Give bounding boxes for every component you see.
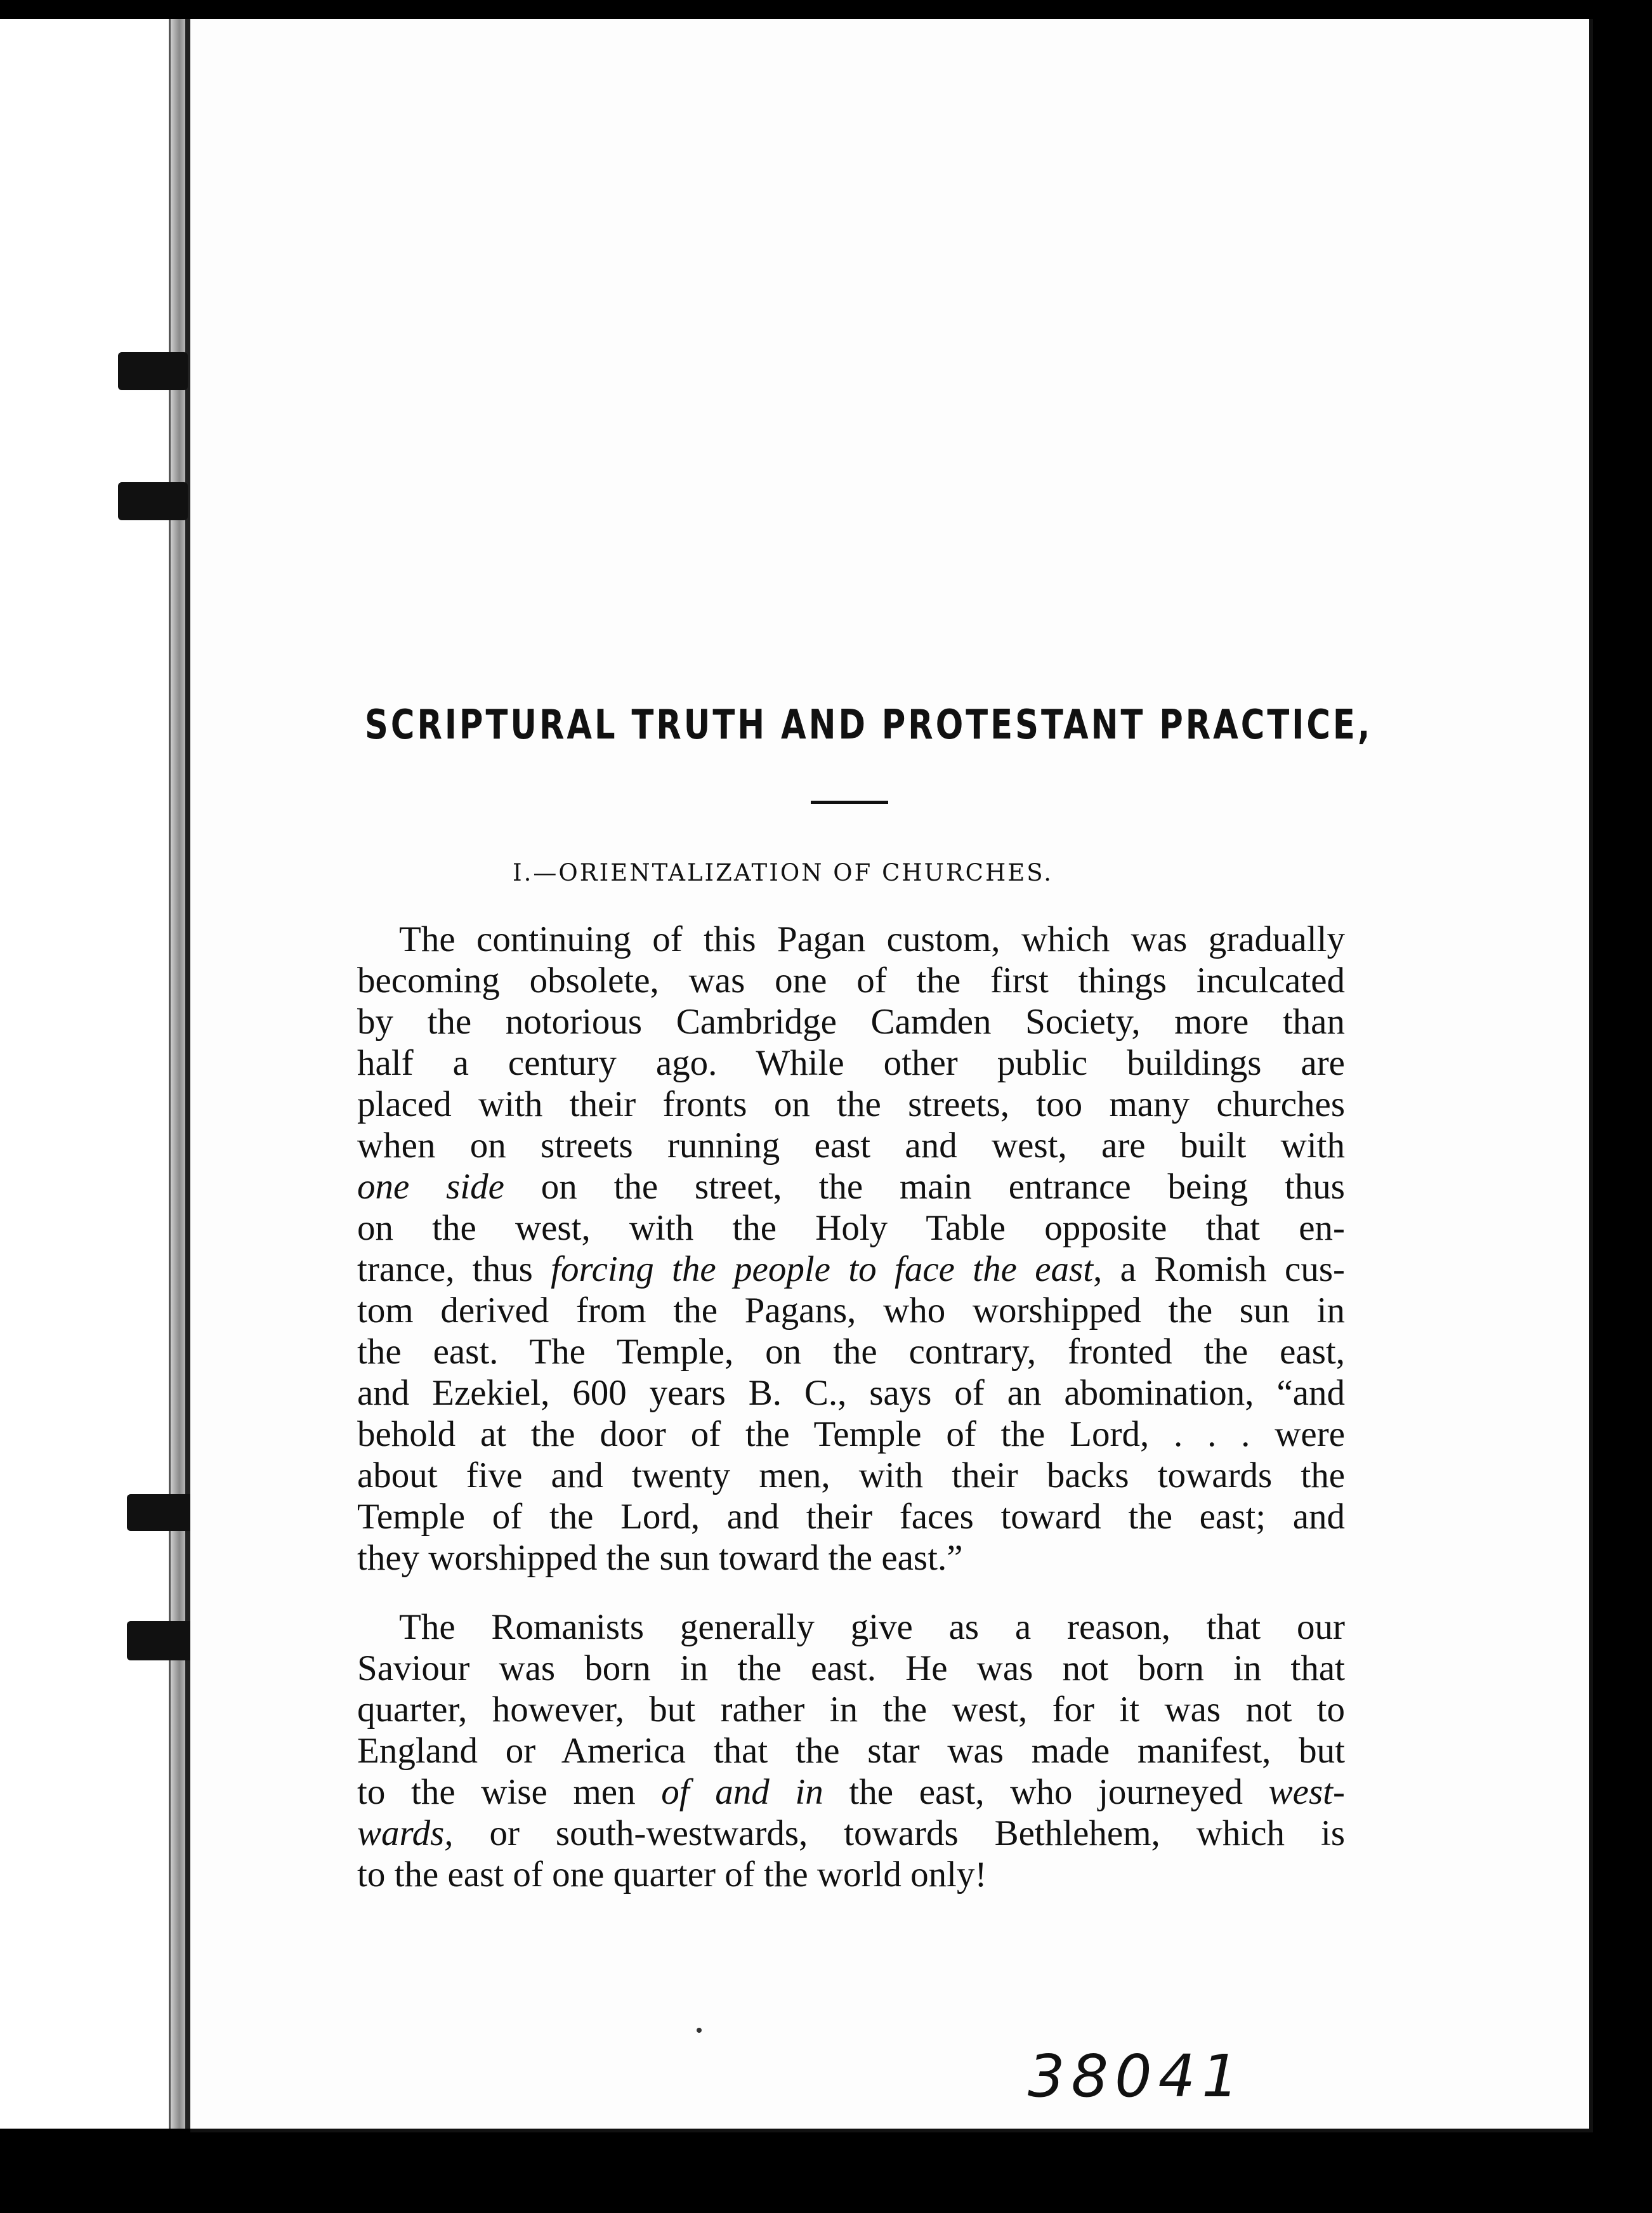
text-run: the east, who journeyed <box>823 1772 1269 1812</box>
scan-border-top <box>0 0 1652 19</box>
text-line: Temple of the Lord, and their faces toward the east; and <box>357 1497 1345 1537</box>
spine-edge-line <box>185 19 190 2129</box>
italic-text: wards, <box>357 1813 454 1853</box>
text-line: when on streets running east and west, are built with <box>357 1126 1345 1166</box>
italic-text: of and in <box>661 1772 823 1812</box>
text-run: to the wise men <box>357 1772 662 1812</box>
text-line: behold at the door of the Temple of the Lord, . . . were <box>357 1414 1345 1454</box>
text-line: tom derived from the Pagans, who worshipped the sun in <box>357 1290 1345 1330</box>
text-line: placed with their fronts on the streets, too many churches <box>357 1084 1345 1124</box>
text-line: England or America that the star was made manifest, but <box>357 1731 1345 1771</box>
binding-hole <box>127 1621 197 1660</box>
binding-hole <box>127 1494 197 1531</box>
italic-text: one side <box>357 1167 504 1207</box>
binding-hole <box>118 352 188 390</box>
text-line: Saviour was born in the east. He was not born in that <box>357 1648 1345 1688</box>
text-line: on the west, with the Holy Table opposite that en- <box>357 1208 1345 1248</box>
text-line: and Ezekiel, 600 years B. C., says of an abomination, “and <box>357 1373 1345 1413</box>
section-heading: I.—ORIENTALIZATION OF CHURCHES. <box>513 859 1054 886</box>
text-line: The Romanists generally give as a reason, that our <box>399 1607 1345 1647</box>
text-run: on the street, the main entrance being thus <box>504 1167 1345 1207</box>
text-line: the east. The Temple, on the contrary, fronted the east, <box>357 1332 1345 1372</box>
text-line: about five and twenty men, with their backs towards the <box>357 1455 1345 1495</box>
text-run: , a Romish cus- <box>1093 1249 1345 1289</box>
text-line: to the east of one quarter of the world only! <box>357 1855 987 1895</box>
italic-text: west- <box>1268 1772 1345 1812</box>
italic-text: forcing the people to face the east <box>551 1249 1094 1289</box>
scan-border-bottom <box>0 2129 1652 2213</box>
title-rule <box>811 801 888 804</box>
handwritten-catalog-number: 38041 <box>1028 2042 1245 2110</box>
text-run: trance, thus <box>357 1249 551 1289</box>
ink-speck <box>697 2028 702 2033</box>
text-run: or south-westwards, towards Bethlehem, which is <box>453 1813 1345 1853</box>
scan-border-right <box>1589 0 1652 2213</box>
text-line: becoming obsolete, was one of the first things inculcated <box>357 961 1345 1001</box>
text-line <box>357 1166 1345 1207</box>
document-title: SCRIPTURAL TRUTH AND PROTESTANT PRACTICE, <box>365 702 1373 749</box>
text-line <box>357 1771 1345 1813</box>
text-line: half a century ago. While other public buildings are <box>357 1043 1345 1083</box>
paragraph-2 <box>357 1606 1345 1895</box>
text-line: quarter, however, but rather in the west, for it was not to <box>357 1690 1345 1730</box>
paragraph-1 <box>357 919 1345 1579</box>
text-line <box>357 1813 1345 1854</box>
text-line: by the notorious Cambridge Camden Society, more than <box>357 1002 1345 1042</box>
text-line: The continuing of this Pagan custom, which was gradually <box>399 919 1345 959</box>
text-line: they worshipped the sun toward the east.” <box>357 1538 963 1578</box>
text-line <box>357 1249 1345 1290</box>
binding-hole <box>118 482 188 520</box>
